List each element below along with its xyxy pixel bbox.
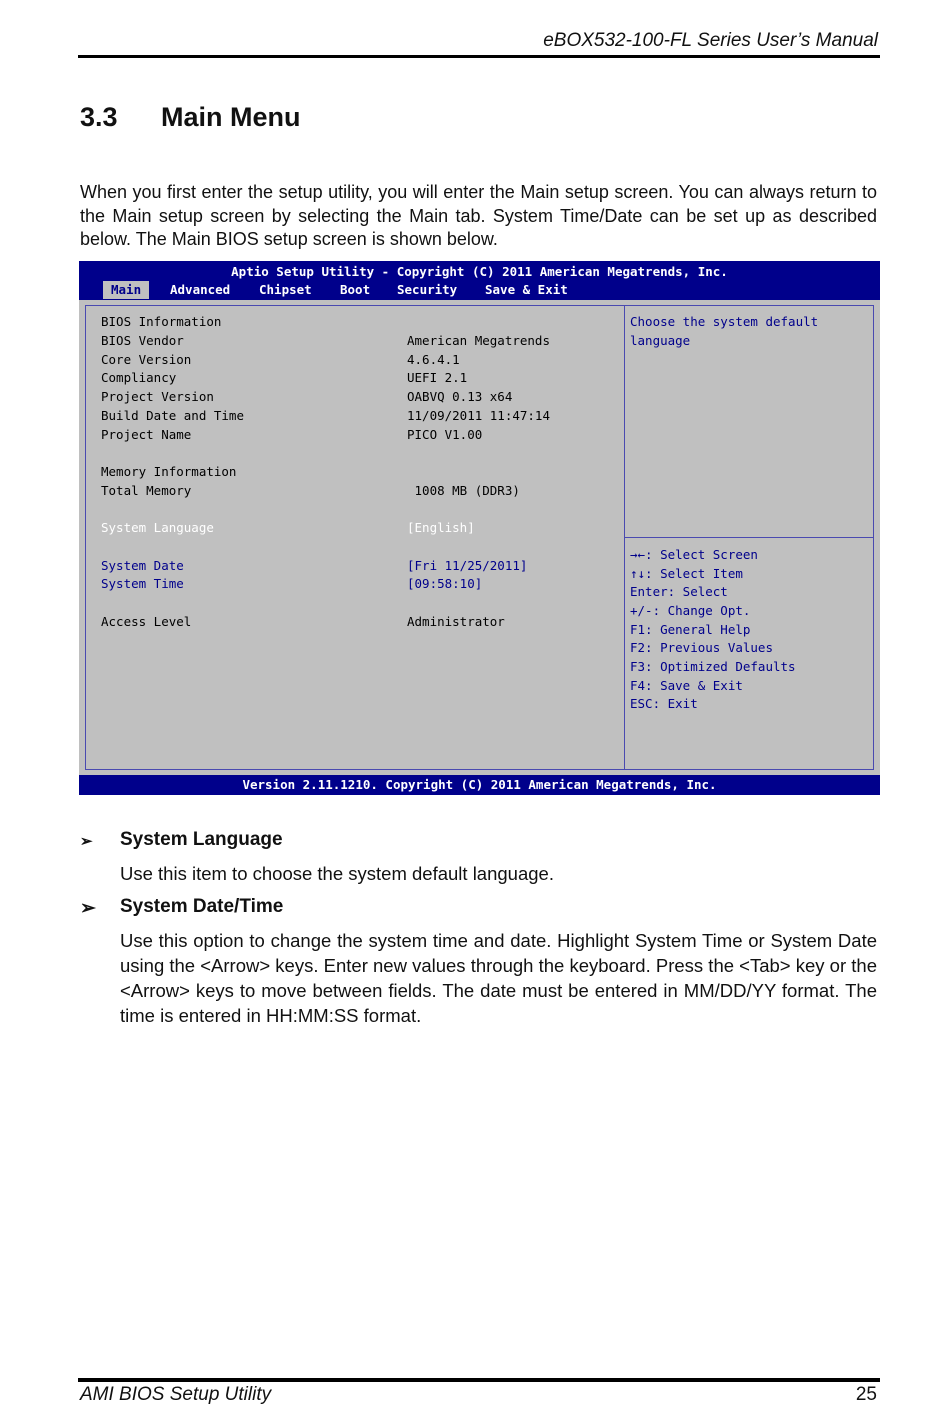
bios-key-hint: ↑↓: Select Item bbox=[630, 566, 743, 581]
row-value: OABVQ 0.13 x64 bbox=[407, 389, 513, 404]
tab-save-exit[interactable]: Save & Exit bbox=[485, 282, 568, 297]
bios-help-line: Choose the system default bbox=[630, 314, 819, 329]
bios-tab-bar bbox=[79, 280, 880, 300]
tab-boot[interactable]: Boot bbox=[340, 282, 371, 297]
row-value: PICO V1.00 bbox=[407, 427, 483, 442]
bios-key-hint: F2: Previous Values bbox=[630, 640, 773, 655]
bios-help-line: language bbox=[630, 333, 691, 348]
item-title-system-date-time: System Date/Time bbox=[120, 896, 284, 917]
row-label: Total Memory bbox=[101, 483, 192, 498]
row-value: American Megatrends bbox=[407, 333, 550, 348]
row-value: 4.6.4.1 bbox=[407, 352, 460, 367]
item-title-system-language: System Language bbox=[120, 829, 283, 850]
row-label: Project Name bbox=[101, 427, 192, 442]
intro-paragraph: When you first enter the setup utility, you will enter the Main setup screen. You can always return to the Main setup screen by selecting the Main tab. System Time/Date can be set up as described below. The Main BIOS setup screen is shown below. bbox=[80, 182, 877, 249]
row-value[interactable]: [English] bbox=[407, 520, 475, 535]
bios-key-hint: +/-: Change Opt. bbox=[630, 603, 751, 618]
header-rule bbox=[78, 55, 880, 58]
item-body-system-date-time: Use this option to change the system time and date. Highlight System Time or System Date using the <Arrow> keys. Enter new values through the keyboard. Press the <Tab> key or the <Arrow> keys to move between fields. The date must be entered in MM/DD/YY format. The time is entered in HH:MM:SS format. bbox=[120, 930, 877, 1026]
row-value: Administrator bbox=[407, 614, 505, 629]
row-label: Build Date and Time bbox=[101, 408, 244, 423]
running-header: eBOX532-100-FL Series User’s Manual bbox=[543, 30, 878, 51]
bios-version-footer: Version 2.11.1210. Copyright (C) 2011 American Megatrends, Inc. bbox=[79, 775, 880, 795]
tab-chipset[interactable]: Chipset bbox=[259, 282, 312, 297]
section-title bbox=[80, 102, 301, 133]
row-value: 1008 MB (DDR3) bbox=[407, 483, 520, 498]
row-label: Project Version bbox=[101, 389, 214, 404]
bios-screenshot bbox=[79, 261, 880, 795]
tab-main[interactable]: Main bbox=[103, 281, 149, 299]
footer-rule bbox=[78, 1378, 880, 1382]
bullet-arrow-icon: ➢ bbox=[80, 833, 93, 850]
item-body-system-language: Use this item to choose the system default language. bbox=[120, 863, 554, 884]
tab-advanced[interactable]: Advanced bbox=[170, 282, 231, 297]
bios-key-hint: F3: Optimized Defaults bbox=[630, 659, 796, 674]
section-number: 3.3 bbox=[80, 102, 118, 132]
bios-key-hint: Enter: Select bbox=[630, 584, 728, 599]
page-number: 25 bbox=[855, 1384, 877, 1405]
bios-title: Aptio Setup Utility - Copyright (C) 2011 American Megatrends, Inc. bbox=[231, 264, 728, 279]
row-label: Compliancy bbox=[101, 370, 177, 385]
row-label: BIOS Vendor bbox=[101, 333, 184, 348]
row-label: Core Version bbox=[101, 352, 192, 367]
bios-row-access-level bbox=[101, 613, 505, 685]
row-label: System Time bbox=[101, 576, 184, 591]
row-label: System Language bbox=[101, 520, 214, 535]
bios-help-divider bbox=[624, 537, 874, 538]
bios-key-hint: F1: General Help bbox=[630, 622, 751, 637]
bullet-arrow-icon: ➢ bbox=[80, 898, 96, 919]
row-label: Memory Information bbox=[101, 464, 237, 479]
row-label: BIOS Information bbox=[101, 314, 222, 329]
bios-key-hint: F4: Save & Exit bbox=[630, 678, 743, 693]
row-label: Access Level bbox=[101, 614, 192, 629]
bios-key-hint: ESC: Exit bbox=[630, 696, 698, 711]
row-value: 11/09/2011 11:47:14 bbox=[407, 408, 550, 423]
row-label: System Date bbox=[101, 558, 184, 573]
bios-key-hint: →←: Select Screen bbox=[630, 547, 758, 562]
row-value[interactable]: [09:58:10] bbox=[407, 576, 483, 591]
row-value[interactable]: [Fri 11/25/2011] bbox=[407, 558, 528, 573]
bios-titlebar bbox=[79, 261, 880, 300]
section-heading: Main Menu bbox=[161, 102, 301, 132]
row-value: UEFI 2.1 bbox=[407, 370, 468, 385]
running-footer: AMI BIOS Setup Utility bbox=[80, 1384, 272, 1405]
tab-security[interactable]: Security bbox=[397, 282, 458, 297]
